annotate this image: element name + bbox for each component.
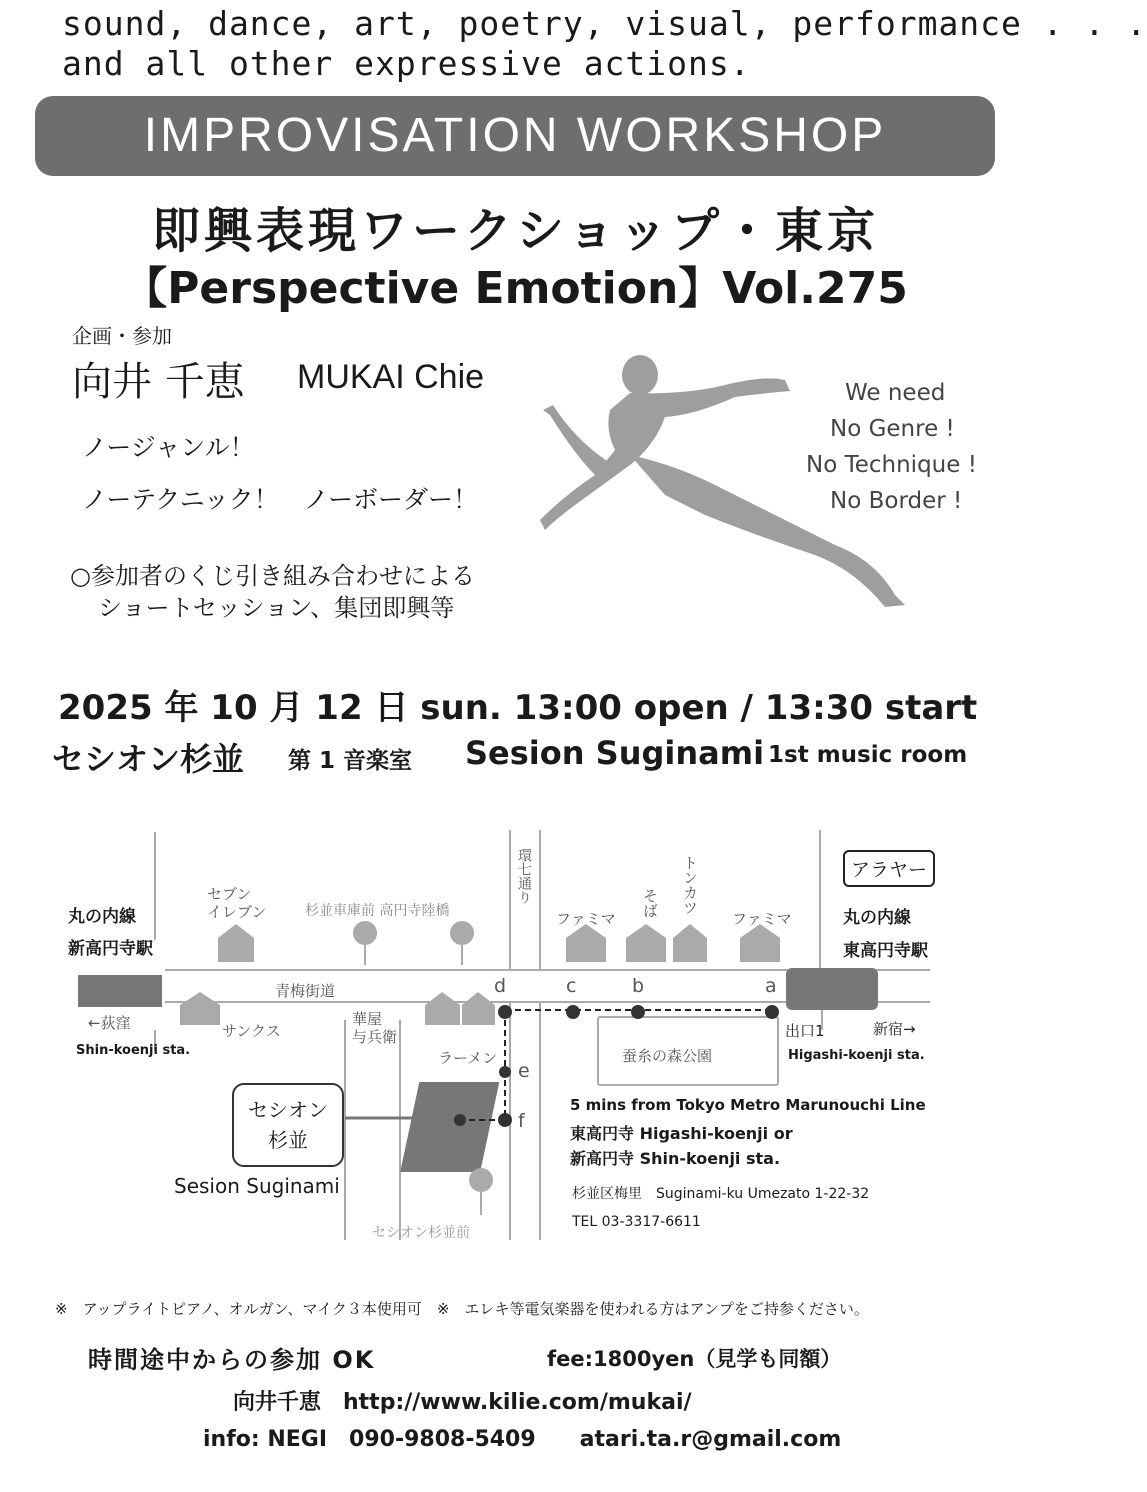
map-tonkatsu: トンカツ — [681, 855, 699, 915]
map-park: 蚕糸の森公園 — [622, 1047, 713, 1065]
venue-tel: TEL 03-3317-6611 — [572, 1214, 701, 1230]
map-street: 青梅街道 — [275, 982, 336, 1000]
title-jp: 即興表現ワークショップ・東京 — [151, 203, 880, 259]
banner-text: IMPROVISATION WORKSHOP — [143, 109, 887, 162]
web-url[interactable]: 向井千恵 http://www.kilie.com/mukai/ — [233, 1390, 692, 1415]
map-shinjuku: 新宿→ — [873, 1020, 916, 1038]
map-ramen: ラーメン — [438, 1049, 498, 1067]
slogan-line-2: ノーテクニック！ ノーボーダー！ — [82, 485, 479, 514]
venue-jp: セシオン杉並 — [52, 740, 245, 778]
map-right-line: 丸の内線 — [843, 908, 911, 928]
shin-koenji-station-box — [78, 975, 162, 1007]
map-hanaya: 華屋 与兵衛 — [352, 1010, 398, 1046]
english-slogan-2: No Genre ! — [830, 416, 955, 442]
map-soba: そば — [641, 888, 659, 918]
workshop-banner — [35, 96, 995, 176]
english-slogan-1: We need — [845, 380, 946, 406]
map-sunkus: サンクス — [222, 1022, 281, 1040]
session-note-2: ショートセッション、集団即興等 — [98, 594, 455, 622]
map-exit: 出口1 — [785, 1022, 825, 1040]
map-kanana: 環七通り — [516, 848, 532, 904]
map-point-a: a — [765, 975, 777, 997]
slogan-line-1: ノージャンル！ — [82, 433, 255, 462]
venue-en: Sesion Suginami — [465, 734, 765, 772]
map-araya: アラヤー — [843, 850, 935, 887]
map-left-station: 新高円寺駅 — [68, 939, 153, 959]
map-venue-en: Sesion Suginami — [174, 1174, 340, 1198]
sesion-building — [400, 1082, 499, 1172]
event-date: 2025 年 10 月 12 日 sun. 13:00 open / 13:30 start — [58, 688, 978, 728]
map-left-station-en: Shin-koenji sta. — [76, 1043, 191, 1058]
map-left-arrow: ←荻窪 — [88, 1014, 131, 1032]
venue-address: 杉並区梅里 Suginami-ku Umezato 1-22-32 — [572, 1186, 870, 1202]
late-join-ok: 時間途中からの参加 OK — [88, 1346, 376, 1374]
map-point-e: e — [518, 1060, 530, 1082]
map-bus-stop-bottom: セシオン杉並前 — [372, 1225, 470, 1241]
room-en: 1st music room — [768, 742, 968, 768]
session-note-1: ○参加者のくじ引き組み合わせによる — [70, 562, 475, 590]
map-seven-eleven: セブン イレブン — [207, 885, 267, 921]
access-line-2: 東高円寺 Higashi-koenji or — [570, 1124, 793, 1143]
organizer-name-jp: 向井 千恵 — [72, 359, 245, 405]
contact-info[interactable]: info: NEGI 090-9808-5409 atari.ta.r@gmail.com — [203, 1427, 842, 1452]
map-left-line: 丸の内線 — [68, 907, 136, 927]
map-venue-box: セシオン 杉並 — [232, 1083, 344, 1167]
map-right-station-en: Higashi-koenji sta. — [788, 1048, 925, 1063]
map-bus-stops: 杉並車庫前 高円寺陸橋 — [305, 903, 450, 919]
map-famima-2: ファミマ — [732, 910, 792, 928]
equipment-notes: ※ アップライトピアノ、オルガン、マイク３本使用可 ※ エレキ等電気楽器を使われる方はアンプをご持参ください。 — [55, 1300, 869, 1318]
header-line-1: sound, dance, art, poetry, visual, performance . . . — [62, 4, 1147, 43]
map-famima-1: ファミマ — [556, 910, 616, 928]
map-point-f: f — [518, 1110, 525, 1132]
map-point-c: c — [566, 975, 577, 997]
higashi-koenji-station-box — [786, 968, 878, 1010]
map-point-d: d — [494, 975, 507, 997]
map-right-station: 東高円寺駅 — [843, 941, 928, 961]
fee: fee:1800yen（見学も同額） — [547, 1347, 842, 1371]
room-jp: 第 1 音楽室 — [288, 748, 413, 774]
access-line-1: 5 mins from Tokyo Metro Marunouchi Line — [570, 1096, 926, 1114]
map-point-b: b — [632, 975, 645, 997]
organizer-name-en: MUKAI Chie — [297, 358, 485, 396]
header-line-2: and all other expressive actions. — [62, 44, 751, 83]
organizer-role: 企画・参加 — [72, 324, 172, 348]
title-series: 【Perspective Emotion】Vol.275 — [123, 263, 908, 314]
english-slogan-3: No Technique ! — [806, 452, 977, 478]
access-line-3: 新高円寺 Shin-koenji sta. — [570, 1149, 781, 1168]
english-slogan-4: No Border ! — [830, 488, 963, 514]
